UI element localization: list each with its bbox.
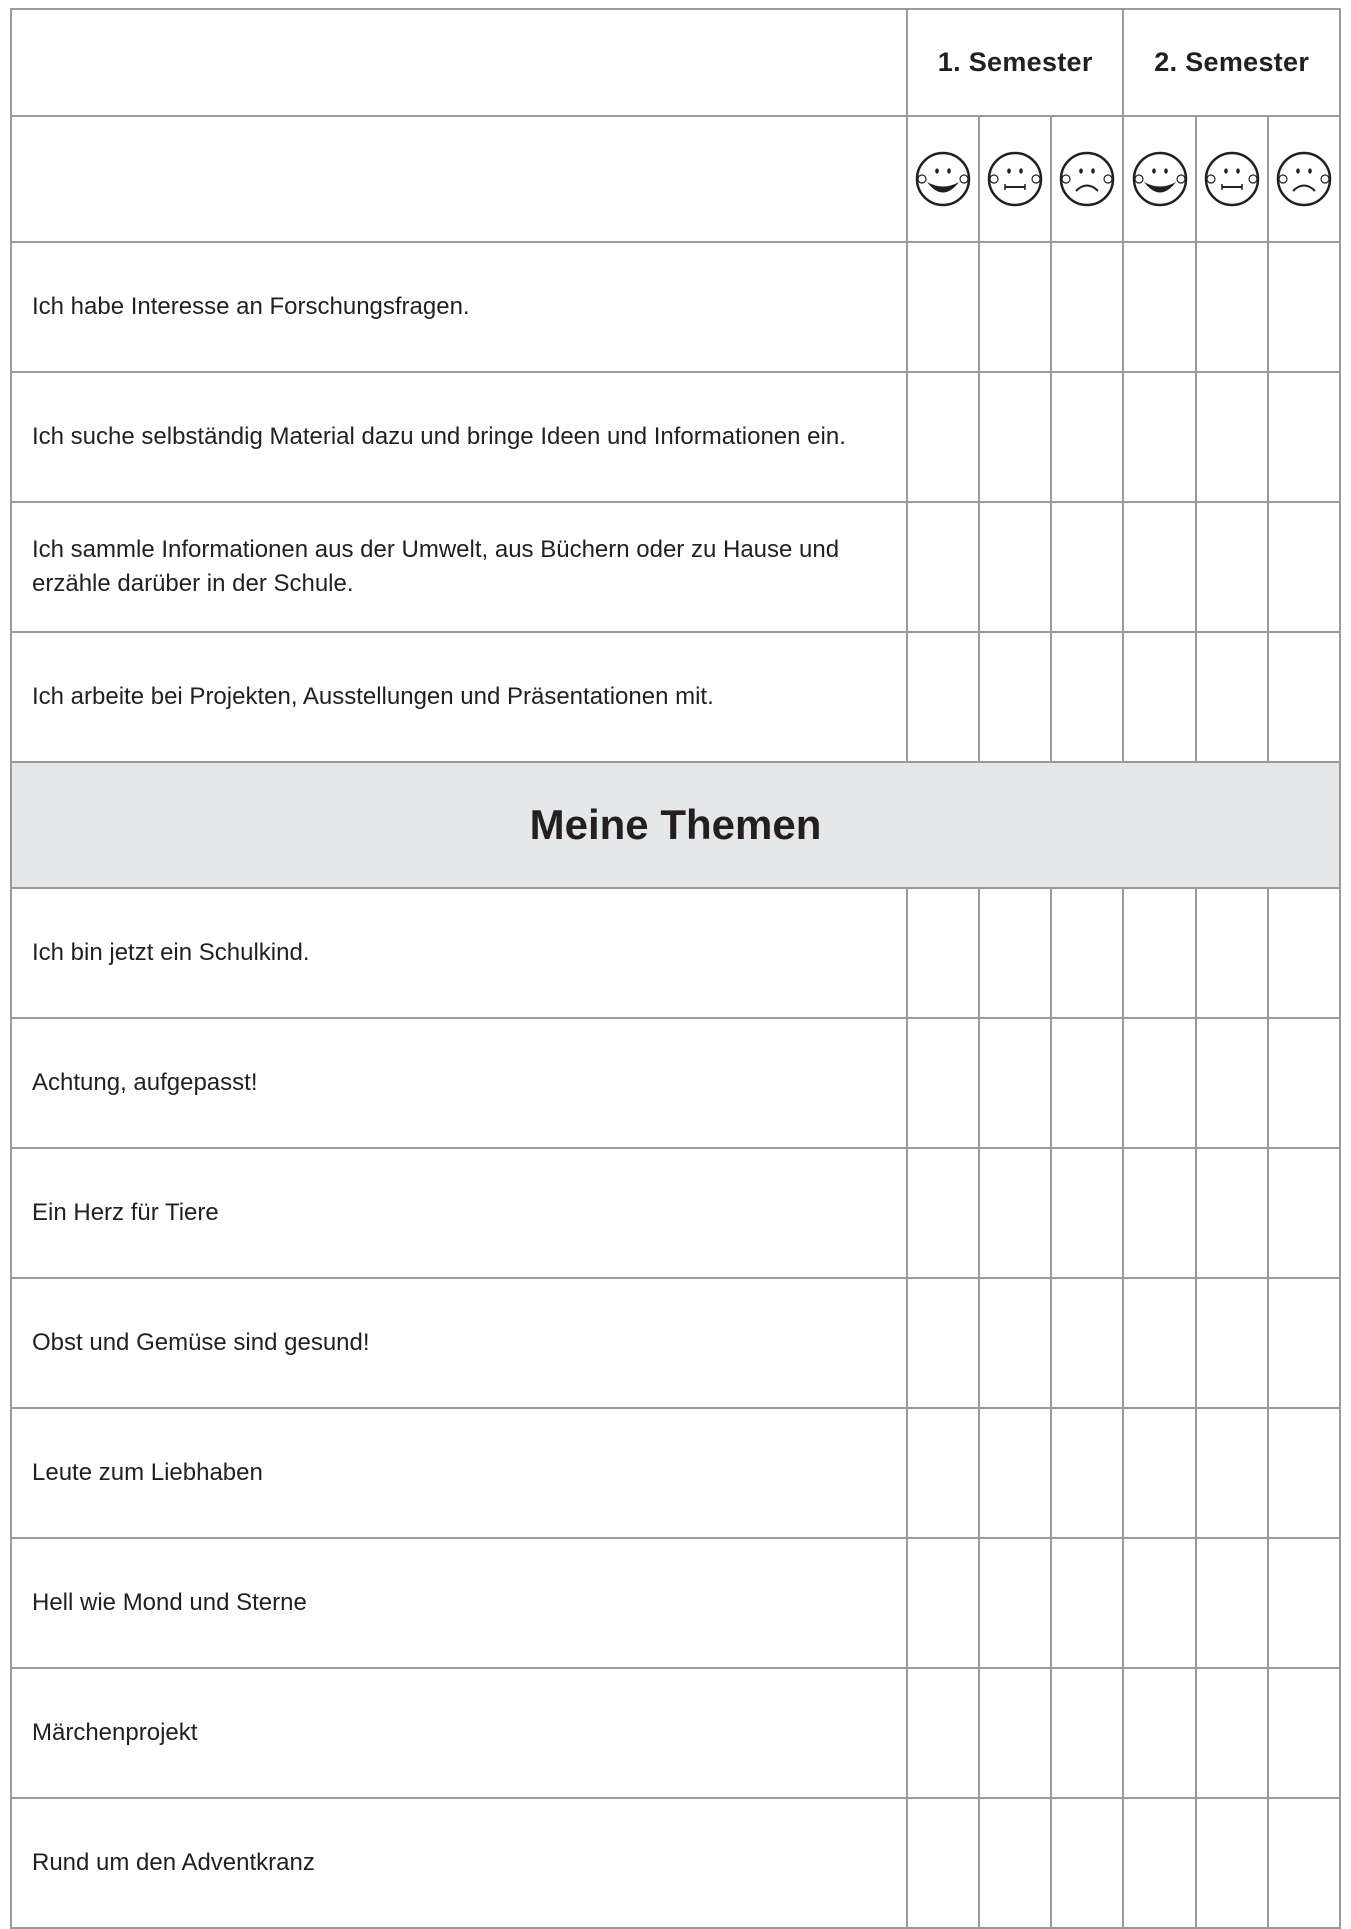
rating-checkbox-cell[interactable] xyxy=(1268,888,1340,1018)
rating-checkbox-cell[interactable] xyxy=(979,888,1051,1018)
rating-checkbox-cell[interactable] xyxy=(907,1538,979,1668)
rating-checkbox-cell[interactable] xyxy=(1268,1798,1340,1928)
rating-checkbox-cell[interactable] xyxy=(1123,1798,1195,1928)
rating-checkbox-cell[interactable] xyxy=(907,1408,979,1538)
rating-checkbox-cell[interactable] xyxy=(1268,502,1340,632)
rating-checkbox-cell[interactable] xyxy=(1268,1278,1340,1408)
theme-row xyxy=(11,1798,1340,1928)
rating-checkbox-cell[interactable] xyxy=(1123,888,1195,1018)
rating-checkbox-cell[interactable] xyxy=(907,1668,979,1798)
rating-checkbox-cell[interactable] xyxy=(979,242,1051,372)
theme-row xyxy=(11,888,1340,1018)
row-label: Ich habe Interesse an Forschungsfragen. xyxy=(11,242,907,372)
neutral-face-icon xyxy=(1202,170,1262,187)
rating-checkbox-cell[interactable] xyxy=(979,1018,1051,1148)
rating-checkbox-cell[interactable] xyxy=(907,888,979,1018)
rating-checkbox-cell[interactable] xyxy=(1268,1018,1340,1148)
rating-checkbox-cell[interactable] xyxy=(1123,1408,1195,1538)
rating-checkbox-cell[interactable] xyxy=(907,1798,979,1928)
rating-checkbox-cell[interactable] xyxy=(1051,1798,1123,1928)
rating-checkbox-cell[interactable] xyxy=(1051,1148,1123,1278)
rating-checkbox-cell[interactable] xyxy=(1196,502,1268,632)
criteria-row xyxy=(11,502,1340,632)
rating-checkbox-cell[interactable] xyxy=(1051,1278,1123,1408)
rating-checkbox-cell[interactable] xyxy=(1123,502,1195,632)
criteria-row xyxy=(11,242,1340,372)
rating-checkbox-cell[interactable] xyxy=(1196,1018,1268,1148)
theme-row xyxy=(11,1278,1340,1408)
rating-checkbox-cell[interactable] xyxy=(1268,1538,1340,1668)
theme-row xyxy=(11,1408,1340,1538)
rating-checkbox-cell[interactable] xyxy=(907,242,979,372)
rating-face-cell xyxy=(1196,116,1268,242)
rating-checkbox-cell[interactable] xyxy=(1123,1278,1195,1408)
rating-checkbox-cell[interactable] xyxy=(1196,632,1268,762)
row-label: Märchenprojekt xyxy=(11,1668,907,1798)
rating-checkbox-cell[interactable] xyxy=(979,1278,1051,1408)
semester-2-header: 2. Semester xyxy=(1123,9,1340,116)
rating-checkbox-cell[interactable] xyxy=(1268,242,1340,372)
rating-checkbox-cell[interactable] xyxy=(1123,1148,1195,1278)
rating-checkbox-cell[interactable] xyxy=(979,1668,1051,1798)
section-header-row xyxy=(11,762,1340,888)
rating-checkbox-cell[interactable] xyxy=(907,1018,979,1148)
rating-face-cell xyxy=(1123,116,1195,242)
faces-row xyxy=(11,116,1340,242)
section-title: Meine Themen xyxy=(11,762,1340,888)
rating-checkbox-cell[interactable] xyxy=(1123,372,1195,502)
rating-checkbox-cell[interactable] xyxy=(1123,1538,1195,1668)
theme-row xyxy=(11,1668,1340,1798)
rating-checkbox-cell[interactable] xyxy=(1196,1538,1268,1668)
row-label: Leute zum Liebhaben xyxy=(11,1408,907,1538)
rating-checkbox-cell[interactable] xyxy=(907,1148,979,1278)
rating-checkbox-cell[interactable] xyxy=(1051,1408,1123,1538)
rating-checkbox-cell[interactable] xyxy=(979,632,1051,762)
rating-checkbox-cell[interactable] xyxy=(1268,632,1340,762)
criteria-row xyxy=(11,372,1340,502)
row-label: Ich bin jetzt ein Schulkind. xyxy=(11,888,907,1018)
assessment-table xyxy=(10,8,1341,1929)
rating-checkbox-cell[interactable] xyxy=(1123,1018,1195,1148)
assessment-sheet xyxy=(10,8,1341,1929)
rating-checkbox-cell[interactable] xyxy=(979,1538,1051,1668)
rating-checkbox-cell[interactable] xyxy=(979,502,1051,632)
rating-checkbox-cell[interactable] xyxy=(1268,1408,1340,1538)
rating-checkbox-cell[interactable] xyxy=(907,632,979,762)
row-label: Ich sammle Informationen aus der Umwelt, aus Büchern oder zu Hause und erzähle darüber in der Schule. xyxy=(11,502,907,632)
row-label: Hell wie Mond und Sterne xyxy=(11,1538,907,1668)
rating-checkbox-cell[interactable] xyxy=(1123,632,1195,762)
neutral-face-icon xyxy=(985,170,1045,187)
rating-checkbox-cell[interactable] xyxy=(979,372,1051,502)
happy-face-icon xyxy=(913,170,973,187)
rating-checkbox-cell[interactable] xyxy=(1196,372,1268,502)
theme-row xyxy=(11,1018,1340,1148)
row-label: Rund um den Adventkranz xyxy=(11,1798,907,1928)
row-label: Ich suche selbständig Material dazu und bringe Ideen und Informationen ein. xyxy=(11,372,907,502)
rating-checkbox-cell[interactable] xyxy=(1051,888,1123,1018)
rating-checkbox-cell[interactable] xyxy=(1123,242,1195,372)
row-label: Ein Herz für Tiere xyxy=(11,1148,907,1278)
rating-checkbox-cell[interactable] xyxy=(1196,1148,1268,1278)
theme-row xyxy=(11,1538,1340,1668)
rating-face-cell xyxy=(1268,116,1340,242)
faces-empty-cell xyxy=(11,116,907,242)
semester-1-header: 1. Semester xyxy=(907,9,1123,116)
rating-checkbox-cell[interactable] xyxy=(1196,1668,1268,1798)
rating-checkbox-cell[interactable] xyxy=(907,372,979,502)
row-label: Ich arbeite bei Projekten, Ausstellungen und Präsentationen mit. xyxy=(11,632,907,762)
rating-checkbox-cell[interactable] xyxy=(1196,242,1268,372)
criteria-row xyxy=(11,632,1340,762)
happy-face-icon xyxy=(1130,170,1190,187)
rating-checkbox-cell[interactable] xyxy=(907,1278,979,1408)
rating-checkbox-cell[interactable] xyxy=(907,502,979,632)
sad-face-icon xyxy=(1057,170,1117,187)
rating-checkbox-cell[interactable] xyxy=(1268,372,1340,502)
header-row xyxy=(11,9,1340,116)
theme-row xyxy=(11,1148,1340,1278)
sad-face-icon xyxy=(1274,170,1334,187)
rating-checkbox-cell[interactable] xyxy=(1051,372,1123,502)
rating-checkbox-cell[interactable] xyxy=(1123,1668,1195,1798)
rating-checkbox-cell[interactable] xyxy=(979,1408,1051,1538)
rating-checkbox-cell[interactable] xyxy=(1051,1018,1123,1148)
rating-checkbox-cell[interactable] xyxy=(1196,1408,1268,1538)
rating-checkbox-cell[interactable] xyxy=(1051,502,1123,632)
rating-checkbox-cell[interactable] xyxy=(1268,1668,1340,1798)
rating-checkbox-cell[interactable] xyxy=(1051,632,1123,762)
rating-checkbox-cell[interactable] xyxy=(1268,1148,1340,1278)
rating-checkbox-cell[interactable] xyxy=(1196,1798,1268,1928)
rating-checkbox-cell[interactable] xyxy=(1051,1668,1123,1798)
rating-face-cell xyxy=(1051,116,1123,242)
row-label: Achtung, aufgepasst! xyxy=(11,1018,907,1148)
rating-checkbox-cell[interactable] xyxy=(1196,1278,1268,1408)
header-empty-cell xyxy=(11,9,907,116)
rating-checkbox-cell[interactable] xyxy=(979,1148,1051,1278)
rating-checkbox-cell[interactable] xyxy=(1051,1538,1123,1668)
rating-face-cell xyxy=(979,116,1051,242)
rating-face-cell xyxy=(907,116,979,242)
rating-checkbox-cell[interactable] xyxy=(979,1798,1051,1928)
rating-checkbox-cell[interactable] xyxy=(1196,888,1268,1018)
rating-checkbox-cell[interactable] xyxy=(1051,242,1123,372)
row-label: Obst und Gemüse sind gesund! xyxy=(11,1278,907,1408)
